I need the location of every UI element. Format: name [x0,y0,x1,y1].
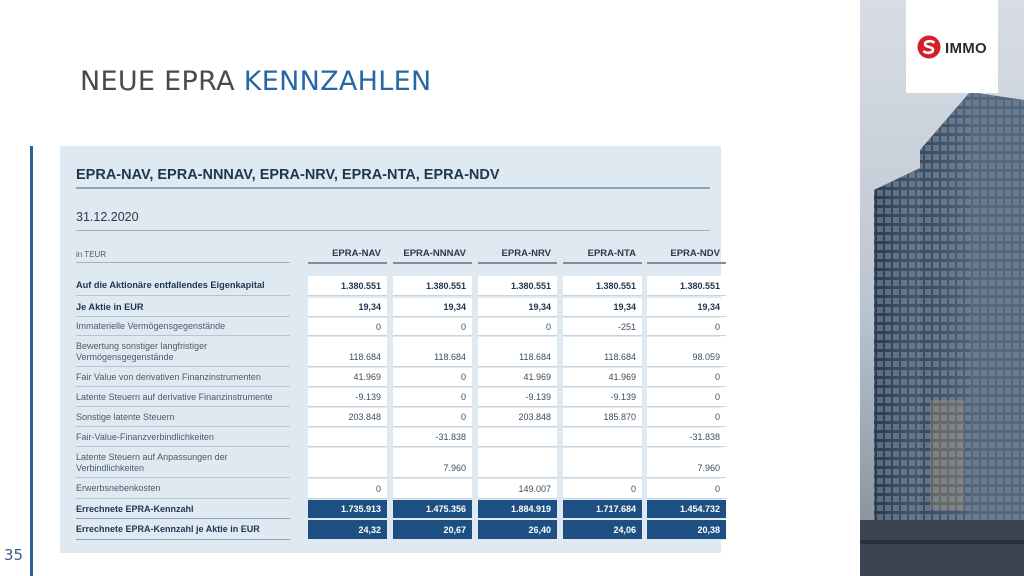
table-cell: -31.838 [393,428,472,447]
table-cell: -31.838 [647,428,726,447]
table-row [76,298,720,317]
table-cell: 1.454.732 [647,500,726,519]
heading-rule [76,187,710,189]
table-row [76,448,720,478]
table-cell: 24,32 [308,520,387,540]
table-cell: 118.684 [478,337,557,367]
column-header: EPRA-NAV [332,248,381,259]
table-cell: 1.884.919 [478,500,557,519]
table-row [76,276,720,296]
table-cell: 41.969 [563,368,642,387]
table-cell: 0 [393,388,472,407]
table-cell: 26,40 [478,520,557,540]
table-row [76,520,720,540]
table-cell: 118.684 [308,337,387,367]
table-cell [563,428,642,447]
epra-table-panel [60,146,721,553]
column-header: EPRA-NTA [587,248,636,259]
table-cell: 0 [393,318,472,336]
table-row [76,428,720,447]
row-label: Fair-Value-Finanzverbindlichkeiten [76,428,290,447]
table-cell: 0 [308,479,387,499]
table-cell: 0 [647,368,726,387]
table-heading: EPRA-NAV, EPRA-NNNAV, EPRA-NRV, EPRA-NTA, EPRA-NDV [76,167,500,183]
table-cell: 0 [563,479,642,499]
table-cell: 1.735.913 [308,500,387,519]
table-row [76,337,720,367]
table-cell: 1.380.551 [393,276,472,296]
company-logo [906,0,998,93]
row-label: Fair Value von derivativen Finanzinstrumenten [76,368,290,387]
table-cell: -9.139 [308,388,387,407]
column-header-rule [308,262,387,264]
table-cell: 41.969 [308,368,387,387]
row-label: Immaterielle Vermögensgegenstände [76,318,290,336]
table-cell: 0 [308,318,387,336]
slide-title-part1: NEUE EPRA [80,66,244,97]
table-cell [478,428,557,447]
slide-title-accent: KENNZAHLEN [243,66,432,97]
logo-text: IMMO [944,40,988,57]
table-row [76,408,720,427]
row-label: Errechnete EPRA-Kennzahl je Aktie in EUR [76,520,290,540]
table-cell: 19,34 [563,298,642,317]
slide-title [80,66,431,97]
table-cell: 0 [647,388,726,407]
table-cell: 149.007 [478,479,557,499]
column-header: EPRA-NDV [670,248,720,259]
date-rule [76,230,710,231]
table-cell [308,448,387,478]
table-cell: 1.380.551 [478,276,557,296]
left-accent-rule [30,146,33,576]
report-date: 31.12.2020 [76,210,139,224]
table-row [76,368,720,387]
table-cell: 19,34 [647,298,726,317]
table-row [76,388,720,407]
table-cell: 19,34 [478,298,557,317]
table-cell: 0 [647,318,726,336]
table-cell: 118.684 [393,337,472,367]
column-header-rule [563,262,642,264]
unit-label: in TEUR [76,250,107,259]
table-cell: 19,34 [308,298,387,317]
page-number: 35 [4,546,24,564]
table-cell: 20,67 [393,520,472,540]
table-cell [563,448,642,478]
table-cell: 1.380.551 [647,276,726,296]
table-cell: 24,06 [563,520,642,540]
table-cell: -9.139 [563,388,642,407]
column-header: EPRA-NRV [501,248,551,259]
table-cell: 0 [393,368,472,387]
row-label: Errechnete EPRA-Kennzahl [76,500,290,519]
row-label: Bewertung sonstiger langfristiger Vermögensgegenstände [76,337,290,367]
table-cell: 1.717.684 [563,500,642,519]
row-label: Sonstige latente Steuern [76,408,290,427]
table-cell: 203.848 [478,408,557,427]
column-header-rule [647,262,726,264]
table-cell: 0 [478,318,557,336]
table-cell: 0 [393,408,472,427]
row-label: Latente Steuern auf Anpassungen der Verbindlichkeiten [76,448,290,478]
row-label: Latente Steuern auf derivative Finanzinstrumente [76,388,290,407]
column-header: EPRA-NNNAV [403,248,466,259]
table-cell: 0 [647,479,726,499]
table-cell: 1.475.356 [393,500,472,519]
label-header-rule [76,262,290,263]
table-cell: 1.380.551 [308,276,387,296]
table-cell: 98.059 [647,337,726,367]
table-cell: 41.969 [478,368,557,387]
row-label: Auf die Aktionäre entfallendes Eigenkapital [76,276,290,296]
logo-s-icon [917,35,941,59]
table-row [76,479,720,499]
table-cell: 7.960 [647,448,726,478]
table-row [76,500,720,519]
table-cell: 20,38 [647,520,726,540]
table-cell: -251 [563,318,642,336]
table-cell: 0 [647,408,726,427]
table-row [76,318,720,336]
table-cell: 118.684 [563,337,642,367]
column-header-rule [478,262,557,264]
column-header-rule [393,262,472,264]
table-cell: 203.848 [308,408,387,427]
row-label: Erwerbsnebenkosten [76,479,290,499]
table-cell: 1.380.551 [563,276,642,296]
table-cell: 185.870 [563,408,642,427]
table-cell: 19,34 [393,298,472,317]
row-label: Je Aktie in EUR [76,298,290,317]
table-cell [478,448,557,478]
table-cell [308,428,387,447]
table-cell: -9.139 [478,388,557,407]
table-cell: 7.960 [393,448,472,478]
table-cell [393,479,472,499]
